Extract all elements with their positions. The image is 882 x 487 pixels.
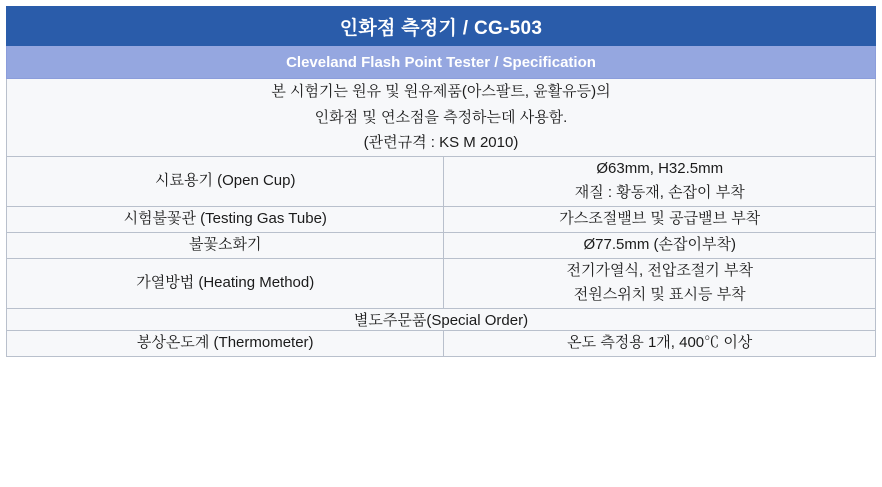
section-heading: 별도주문품(Special Order) xyxy=(7,309,876,331)
description-block xyxy=(7,79,876,157)
table-row xyxy=(7,258,876,309)
spec-value xyxy=(444,232,876,258)
page-subtitle: Cleveland Flash Point Tester / Specification xyxy=(7,46,876,79)
spec-label: 가열방법 (Heating Method) xyxy=(7,258,444,309)
spec-label: 봉상온도계 (Thermometer) xyxy=(7,331,444,357)
table-row xyxy=(7,207,876,233)
spec-value xyxy=(444,331,876,357)
description-line-3: (관련규격 : KS M 2010) xyxy=(363,134,519,151)
specification-table xyxy=(6,6,876,357)
spec-value-line: 전기가열식, 전압조절기 부착 xyxy=(566,261,753,279)
spec-value-line: Ø63mm, H32.5mm xyxy=(596,159,724,177)
table-row xyxy=(7,331,876,357)
spec-label: 시료용기 (Open Cup) xyxy=(7,156,444,207)
spec-value-line: Ø77.5mm (손잡이부착) xyxy=(583,235,736,253)
spec-value-line: 온도 측정용 1개, 400℃ 이상 xyxy=(567,334,753,351)
page-title: 인화점 측정기 / CG-503 xyxy=(7,7,876,46)
spec-value xyxy=(444,207,876,233)
description-line-2: 인화점 및 연소점을 측정하는데 사용함. xyxy=(314,108,568,126)
table-row-section xyxy=(7,309,876,331)
spec-value xyxy=(444,258,876,309)
table-row-title xyxy=(7,7,876,46)
table-row-subtitle xyxy=(7,46,876,79)
table-row-description xyxy=(7,79,876,157)
spec-value-line: 전원스위치 및 표시등 부착 xyxy=(573,286,746,304)
table-row xyxy=(7,232,876,258)
spec-label: 시험불꽃관 (Testing Gas Tube) xyxy=(7,207,444,233)
spec-label: 불꽃소화기 xyxy=(7,232,444,258)
spec-value-line: 재질 : 황동재, 손잡이 부착 xyxy=(574,184,745,202)
description-line-1: 본 시험기는 원유 및 원유제품(아스팔트, 윤활유등)의 xyxy=(271,83,611,100)
table-row xyxy=(7,156,876,207)
spec-value xyxy=(444,156,876,207)
spec-value-line: 가스조절밸브 및 공급밸브 부착 xyxy=(559,210,761,227)
